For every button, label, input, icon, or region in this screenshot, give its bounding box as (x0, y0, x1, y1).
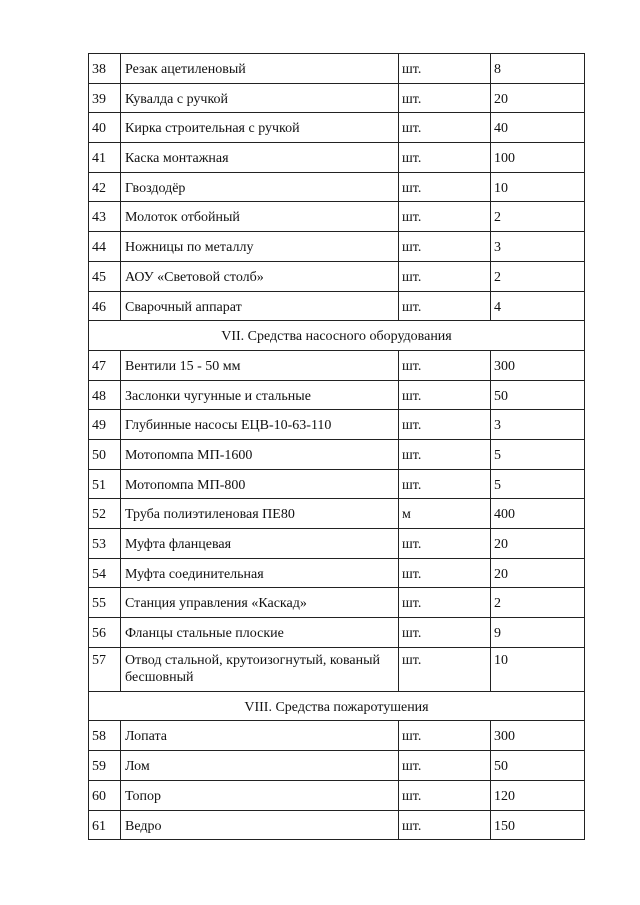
unit-cell: шт. (399, 350, 491, 380)
row-number-cell: 53 (89, 529, 121, 559)
quantity-cell: 50 (491, 380, 585, 410)
table-row (89, 469, 585, 499)
row-number-cell: 57 (89, 647, 121, 691)
unit-cell: шт. (399, 618, 491, 648)
item-name-cell: Станция управления «Каскад» (121, 588, 399, 618)
unit-cell: шт. (399, 410, 491, 440)
quantity-cell: 10 (491, 647, 585, 691)
unit-cell: шт. (399, 261, 491, 291)
row-number-cell: 47 (89, 350, 121, 380)
row-number-cell: 38 (89, 54, 121, 84)
table-row (89, 261, 585, 291)
item-name-cell: Муфта фланцевая (121, 529, 399, 559)
unit-cell: шт. (399, 647, 491, 691)
item-name-cell: Ведро (121, 810, 399, 840)
row-number-cell: 60 (89, 780, 121, 810)
unit-cell: шт. (399, 143, 491, 173)
item-name-cell: АОУ «Световой столб» (121, 261, 399, 291)
quantity-cell: 20 (491, 83, 585, 113)
row-number-cell: 51 (89, 469, 121, 499)
item-name-cell: Кувалда с ручкой (121, 83, 399, 113)
quantity-cell: 8 (491, 54, 585, 84)
row-number-cell: 59 (89, 751, 121, 781)
row-number-cell: 48 (89, 380, 121, 410)
table-row (89, 780, 585, 810)
quantity-cell: 100 (491, 143, 585, 173)
item-name-cell: Молоток отбойный (121, 202, 399, 232)
table-row (89, 499, 585, 529)
item-name-cell: Топор (121, 780, 399, 810)
quantity-cell: 300 (491, 350, 585, 380)
table-row (89, 202, 585, 232)
quantity-cell: 20 (491, 529, 585, 559)
unit-cell: шт. (399, 380, 491, 410)
table-row (89, 618, 585, 648)
item-name-cell: Муфта соединительная (121, 558, 399, 588)
unit-cell: шт. (399, 439, 491, 469)
quantity-cell: 50 (491, 751, 585, 781)
quantity-cell: 5 (491, 469, 585, 499)
row-number-cell: 56 (89, 618, 121, 648)
quantity-cell: 2 (491, 261, 585, 291)
quantity-cell: 40 (491, 113, 585, 143)
table-row (89, 529, 585, 559)
unit-cell: шт. (399, 232, 491, 262)
item-name-cell: Отвод стальной, крутоизогнутый, кованый бесшовный (121, 647, 399, 691)
table-row (89, 810, 585, 840)
table-row (89, 350, 585, 380)
table-row (89, 647, 585, 691)
unit-cell: шт. (399, 529, 491, 559)
item-name-cell: Заслонки чугунные и стальные (121, 380, 399, 410)
section-title: VII. Средства насосного оборудования (89, 321, 585, 351)
row-number-cell: 39 (89, 83, 121, 113)
table-row (89, 721, 585, 751)
table-row (89, 439, 585, 469)
row-number-cell: 45 (89, 261, 121, 291)
item-name-cell: Труба полиэтиленовая ПЕ80 (121, 499, 399, 529)
section-header-row (89, 691, 585, 721)
row-number-cell: 44 (89, 232, 121, 262)
table-row (89, 410, 585, 440)
item-name-cell: Фланцы стальные плоские (121, 618, 399, 648)
unit-cell: шт. (399, 202, 491, 232)
row-number-cell: 58 (89, 721, 121, 751)
quantity-cell: 300 (491, 721, 585, 751)
row-number-cell: 52 (89, 499, 121, 529)
item-name-cell: Глубинные насосы ЕЦВ-10-63-110 (121, 410, 399, 440)
item-name-cell: Мотопомпа МП-1600 (121, 439, 399, 469)
table-row (89, 232, 585, 262)
unit-cell: м (399, 499, 491, 529)
quantity-cell: 5 (491, 439, 585, 469)
unit-cell: шт. (399, 113, 491, 143)
item-name-cell: Мотопомпа МП-800 (121, 469, 399, 499)
table-row (89, 143, 585, 173)
item-name-cell: Каска монтажная (121, 143, 399, 173)
item-name-cell: Гвоздодёр (121, 172, 399, 202)
quantity-cell: 4 (491, 291, 585, 321)
section-header-row (89, 321, 585, 351)
row-number-cell: 46 (89, 291, 121, 321)
unit-cell: шт. (399, 780, 491, 810)
item-name-cell: Ножницы по металлу (121, 232, 399, 262)
quantity-cell: 10 (491, 172, 585, 202)
unit-cell: шт. (399, 751, 491, 781)
table-row (89, 380, 585, 410)
item-name-cell: Сварочный аппарат (121, 291, 399, 321)
quantity-cell: 150 (491, 810, 585, 840)
table-row (89, 751, 585, 781)
row-number-cell: 49 (89, 410, 121, 440)
row-number-cell: 43 (89, 202, 121, 232)
table-row (89, 54, 585, 84)
item-name-cell: Резак ацетиленовый (121, 54, 399, 84)
quantity-cell: 3 (491, 410, 585, 440)
quantity-cell: 120 (491, 780, 585, 810)
item-name-cell: Кирка строительная с ручкой (121, 113, 399, 143)
table-row (89, 113, 585, 143)
table-body (89, 54, 585, 840)
quantity-cell: 2 (491, 202, 585, 232)
row-number-cell: 40 (89, 113, 121, 143)
table-row (89, 588, 585, 618)
row-number-cell: 61 (89, 810, 121, 840)
row-number-cell: 55 (89, 588, 121, 618)
equipment-table (88, 53, 585, 840)
table-row (89, 83, 585, 113)
table-row (89, 172, 585, 202)
unit-cell: шт. (399, 721, 491, 751)
row-number-cell: 42 (89, 172, 121, 202)
unit-cell: шт. (399, 469, 491, 499)
quantity-cell: 20 (491, 558, 585, 588)
row-number-cell: 41 (89, 143, 121, 173)
quantity-cell: 3 (491, 232, 585, 262)
unit-cell: шт. (399, 291, 491, 321)
quantity-cell: 400 (491, 499, 585, 529)
unit-cell: шт. (399, 588, 491, 618)
quantity-cell: 2 (491, 588, 585, 618)
quantity-cell: 9 (491, 618, 585, 648)
row-number-cell: 50 (89, 439, 121, 469)
unit-cell: шт. (399, 83, 491, 113)
table-row (89, 558, 585, 588)
unit-cell: шт. (399, 558, 491, 588)
section-title: VIII. Средства пожаротушения (89, 691, 585, 721)
row-number-cell: 54 (89, 558, 121, 588)
unit-cell: шт. (399, 54, 491, 84)
item-name-cell: Лопата (121, 721, 399, 751)
table-row (89, 291, 585, 321)
unit-cell: шт. (399, 172, 491, 202)
item-name-cell: Вентили 15 - 50 мм (121, 350, 399, 380)
unit-cell: шт. (399, 810, 491, 840)
item-name-cell: Лом (121, 751, 399, 781)
